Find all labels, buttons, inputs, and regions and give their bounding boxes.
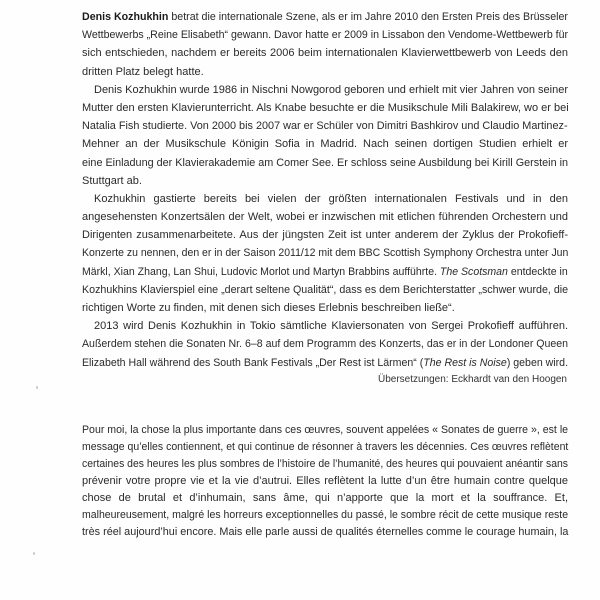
text-segment: Dirigenten zusammenarbeitete. Aus der jüngsten Zeit ist unter anderem der Zyklus der Prokofieff- <box>82 229 568 242</box>
text-segment: très réel aujourd’hui encore. Mais elle parle aussi de qualités éternelles comme le courage humain, la <box>82 526 569 538</box>
text-segment: angesehensten Konzertsälen der Welt, wobei er inzwischen mit etlichen führenden Orchestern und <box>82 211 568 224</box>
text-line <box>82 135 568 153</box>
text-segment: Stuttgart ab. <box>82 174 142 187</box>
text-line <box>82 473 568 490</box>
text-line <box>82 439 568 456</box>
text-line <box>82 190 568 208</box>
text-segment: Mehner an der Musikschule Königin Sofia in Madrid. Nach seinen dortigen Studien erhielt er <box>82 138 568 151</box>
text-line <box>82 456 568 473</box>
text-segment: chose de brutal et d’inhumain, sans âme, qui n’apporte que la mort et la souffrance. Et, <box>82 492 568 504</box>
text-line <box>82 154 568 172</box>
text-line <box>82 354 568 372</box>
scan-speck <box>33 552 35 555</box>
text-line <box>82 117 568 135</box>
text-line <box>82 507 568 524</box>
text-line <box>82 26 568 44</box>
text-line <box>82 263 568 281</box>
text-line <box>82 524 568 541</box>
text-line <box>82 422 568 439</box>
scan-speck <box>36 386 38 389</box>
text-segment: Wettbewerbs „Reine Elisabeth“ gewann. Davor hatte er 2009 in Lissabon den Vendome-Wettbewerb für <box>82 29 569 42</box>
text-segment: dritten Platz belegt hatte. <box>82 65 204 78</box>
text-line <box>82 99 568 117</box>
text-line <box>82 63 568 81</box>
text-line <box>82 244 568 262</box>
italic-title: The Rest is Noise <box>423 356 507 369</box>
text-line <box>82 490 568 507</box>
text-segment: Kozhukhins Klavierspiel eine „derart seltene Qualität“, dass es dem Berichterstatter „schwer wurde, die <box>82 283 569 296</box>
text-segment: Konzerte zu nennen, den er in der Saison 2011/12 mit dem BBC Scottish Symphony Orchestra unter Jun <box>82 247 569 260</box>
text-line <box>82 208 568 226</box>
french-text <box>82 422 568 541</box>
text-segment: ) geben wird. <box>506 356 569 369</box>
text-segment: Elizabeth Hall während des South Bank Festivals „Der Rest ist Lärmen“ ( <box>82 356 424 369</box>
text-segment: Außerdem stehen die Sonaten Nr. 6–8 auf dem Programm des Konzerts, das er in der Londoner Queen <box>82 338 569 351</box>
text-line <box>82 226 568 244</box>
text-segment: message qu’elles contiennent, et qui continue de résonner à travers les décennies. Ces œuvres reflètent <box>82 441 569 453</box>
text-segment: sich entschieden, nachdem er bereits 2006 beim internationalen Klavierwettbewerb von Leeds den <box>82 47 568 60</box>
text-line <box>82 8 568 26</box>
text-line <box>82 299 568 317</box>
text-segment: betrat die internationale Szene, als er im Jahre 2010 den Ersten Preis des Brüsseler <box>168 11 568 23</box>
text-line <box>82 172 568 190</box>
text-line <box>82 81 568 99</box>
text-segment: Denis Kozhukhin wurde 1986 in Nischni Nowgorod geboren und erhielt mit vier Jahren von seiner <box>94 83 568 96</box>
translation-credit: Übersetzungen: Eckhardt van den Hoogen <box>377 374 567 385</box>
italic-title: The Scotsman <box>439 265 508 278</box>
text-segment: eine Einladung der Klavierakademie am Comer See. Er schloss seine Ausbildung bei Kirill Gerstein in <box>82 156 569 169</box>
text-segment: malheureusement, malgré les horreurs exceptionnelles du passé, le sombre récit de cette musique reste <box>82 509 569 521</box>
bold-name: Denis Kozhukhin <box>82 11 169 23</box>
german-biography-text <box>82 8 568 372</box>
text-segment: entdeckte in <box>507 265 568 278</box>
text-line <box>82 44 568 62</box>
text-segment: certaines des heures les plus sombres de l’histoire de l’humanité, des heures qui pouvaient anéantir sans <box>82 458 569 470</box>
text-segment: Pour moi, la chose la plus importante dans ces œuvres, souvent appelées « Sonates de guerre », est le <box>82 424 569 436</box>
text-line <box>82 317 568 335</box>
text-segment: Natalia Fish studierte. Von 2000 bis 2007 war er Schüler von Dimitri Bashkirov und Claudio Martinez- <box>82 120 568 133</box>
text-segment: richtigen Worte zu finden, mit denen sich dieses Erlebnis beschreiben ließe“. <box>82 302 455 314</box>
text-segment: Märkl, Xian Zhang, Lan Shui, Ludovic Morlot und Martyn Brabbins aufführte. <box>82 265 440 278</box>
text-segment: prévenir votre propre vie et la vie d’autrui. Elles reflètent la lutte d’un être humain contre quelque <box>82 475 568 487</box>
text-segment: Mutter den ersten Klavierunterricht. Als Knabe besuchte er die Musikschule Mili Balakirew, wo er bei <box>82 101 569 114</box>
text-line <box>82 281 568 299</box>
text-line <box>82 335 568 353</box>
text-segment: Kozhukhin gastierte bereits bei vielen der größten internationalen Festivals und in den <box>94 192 568 205</box>
text-segment: 2013 wird Denis Kozhukhin in Tokio sämtliche Klaviersonaten von Sergei Prokofieff aufführen. <box>94 320 568 333</box>
